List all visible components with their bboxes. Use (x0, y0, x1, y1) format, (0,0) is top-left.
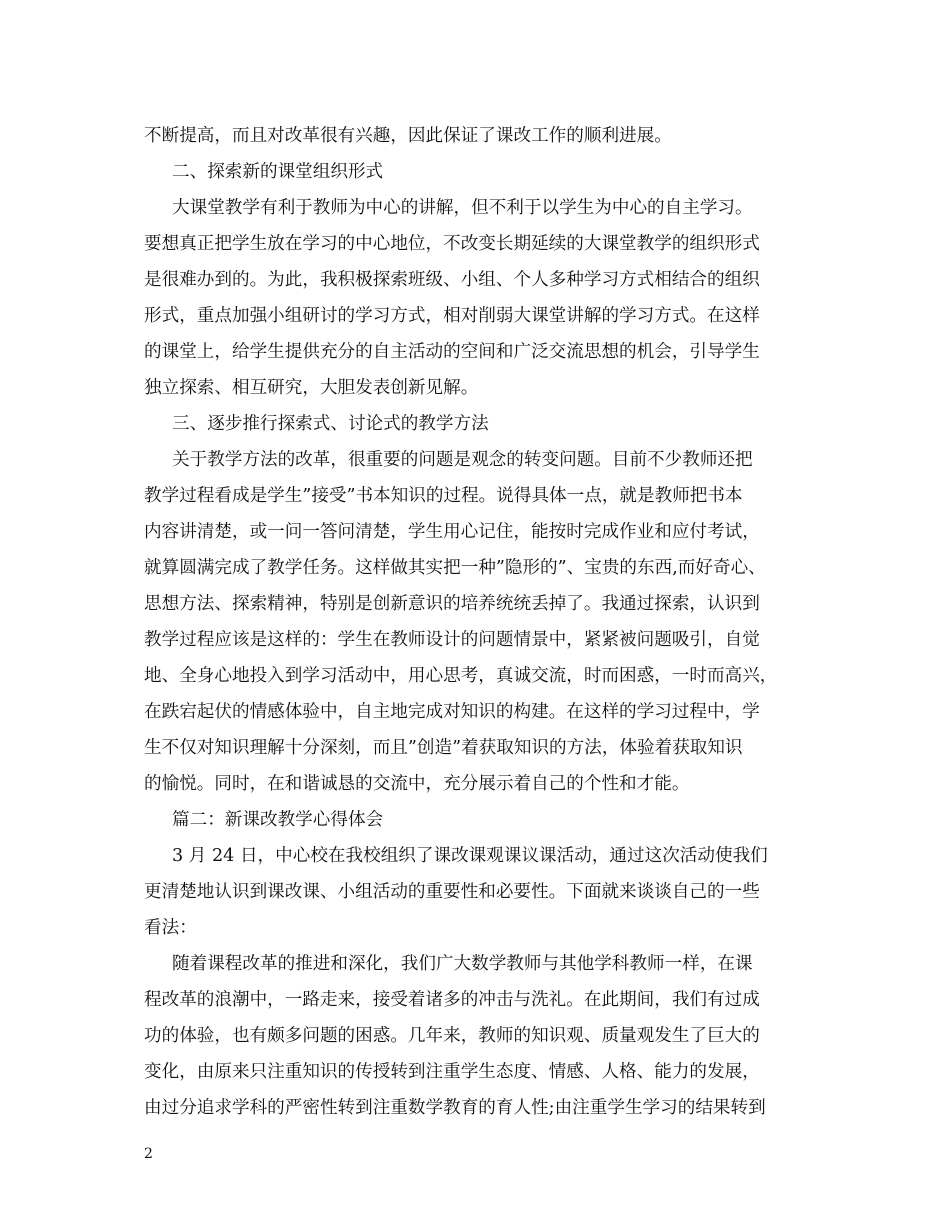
text-line: 篇二：新课改教学心得体会 (172, 810, 384, 830)
text-line: 思想方法、探索精神，特别是创新意识的培养统统丢掉了。我通过探索，认识到 (144, 594, 760, 614)
text-line: 就算圆满完成了教学任务。这样做其实把一种”隐形的”、宝贵的东西,而好奇心、 (144, 558, 766, 578)
text-line: 功的体验，也有颇多问题的困惑。几年来，教师的知识观、质量观发生了巨大的 (144, 1026, 760, 1046)
text-line: 的课堂上，给学生提供充分的自主活动的空间和广泛交流思想的机会，引导学生 (144, 342, 760, 362)
text-line: 变化，由原来只注重知识的传授转到注重学生态度、情感、人格、能力的发展， (144, 1062, 760, 1082)
text-line: 教学过程看成是学生”接受”书本知识的过程。说得具体一点，就是教师把书本 (144, 486, 743, 506)
text-line: 生不仅对知识理解十分深刻，而且”创造”着获取知识的方法，体验着获取知识 (144, 738, 743, 758)
text-line: 地、全身心地投入到学习活动中，用心思考，真诚交流，时而困惑，一时而高兴， (144, 666, 778, 686)
text-line: 独立探索、相互研究，大胆发表创新见解。 (144, 378, 479, 398)
text-line: 是很难办到的。为此，我积极探索班级、小组、个人多种学习方式相结合的组织 (144, 270, 760, 290)
text-line: 由过分追求学科的严密性转到注重数学教育的育人性;由注重学生学习的结果转到 (144, 1098, 766, 1118)
text-line: 随着课程改革的推进和深化，我们广大数学教师与其他学科教师一样，在课 (172, 954, 753, 974)
page-number: 2 (144, 1146, 153, 1162)
text-line: 教学过程应该是这样的：学生在教师设计的问题情景中，紧紧被问题吸引，自觉 (144, 630, 760, 650)
text-line: 程改革的浪潮中，一路走来，接受着诸多的冲击与洗礼。在此期间，我们有过成 (144, 990, 760, 1010)
body-text (144, 118, 824, 1126)
text-line: 三、逐步推行探索式、讨论式的教学方法 (172, 414, 489, 434)
text-line: 不断提高，而且对改革很有兴趣，因此保证了课改工作的顺利进展。 (144, 126, 672, 146)
text-line: 3 月 24 日，中心校在我校组织了课改课观课议课活动，通过这次活动使我们 (172, 846, 768, 866)
text-line: 的愉悦。同时，在和谐诚恳的交流中，充分展示着自己的个性和才能。 (144, 774, 690, 794)
text-line: 关于教学方法的改革，很重要的问题是观念的转变问题。目前不少教师还把 (172, 450, 753, 470)
text-line: 内容讲清楚，或一问一答问清楚，学生用心记住，能按时完成作业和应付考试， (144, 522, 760, 542)
text-line: 二、探索新的课堂组织形式 (172, 162, 384, 182)
text-line: 要想真正把学生放在学习的中心地位，不改变长期延续的大课堂教学的组织形式 (144, 234, 760, 254)
text-line: 形式，重点加强小组研讨的学习方式，相对削弱大课堂讲解的学习方式。在这样 (144, 306, 760, 326)
text-line: 大课堂教学有利于教师为中心的讲解，但不利于以学生为中心的自主学习。 (172, 198, 753, 218)
text-line: 更清楚地认识到课改课、小组活动的重要性和必要性。下面就来谈谈自己的一些 (144, 882, 760, 902)
text-line: 在跌宕起伏的情感体验中，自主地完成对知识的构建。在这样的学习过程中，学 (144, 702, 760, 722)
text-line: 看法： (144, 918, 197, 938)
